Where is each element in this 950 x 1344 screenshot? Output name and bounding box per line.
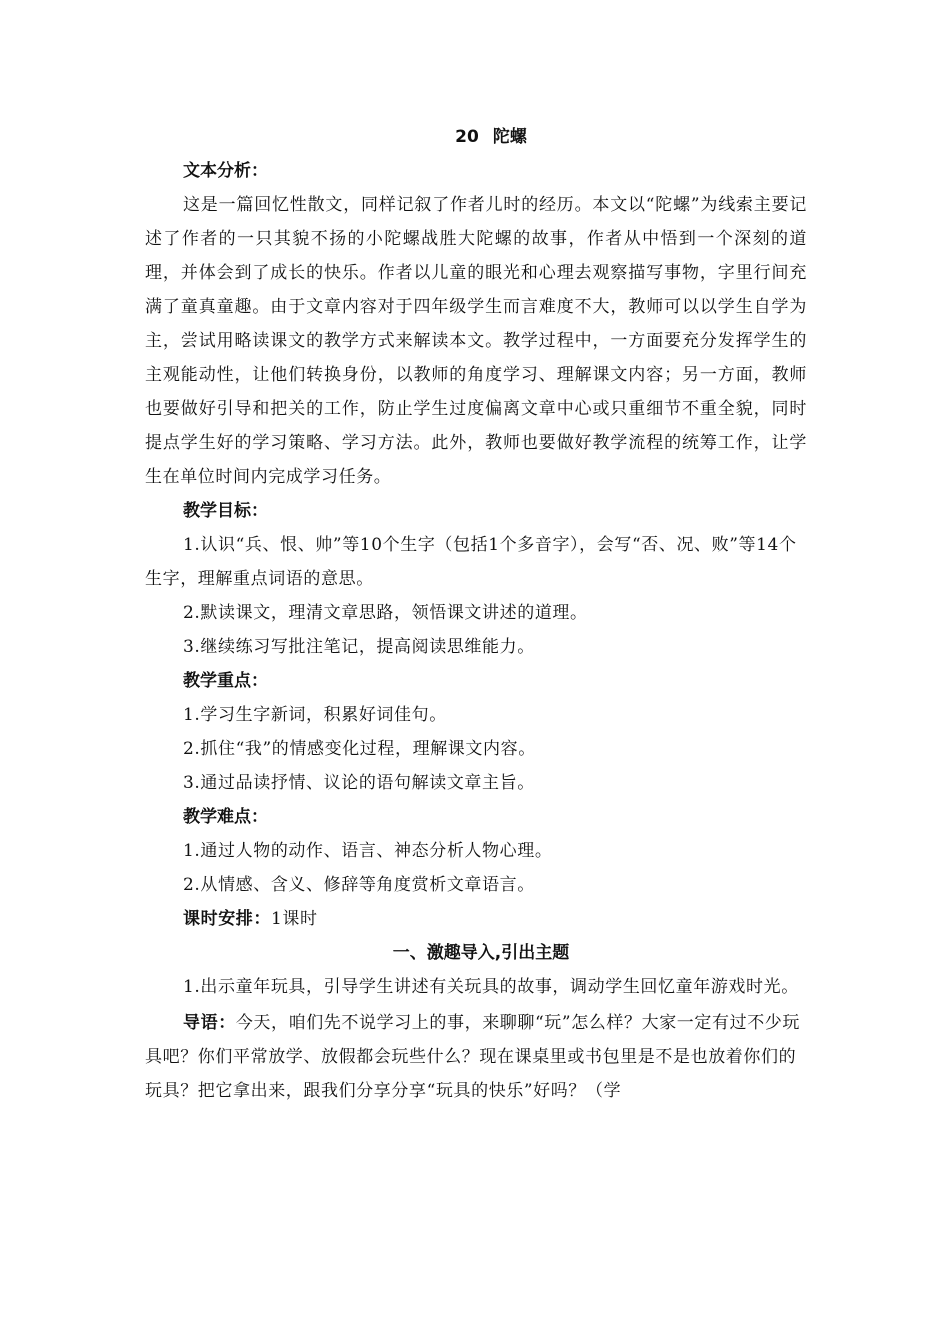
teaching-goals-heading: 教学目标：	[183, 501, 268, 521]
schedule-label: 课时安排：	[183, 909, 271, 929]
teaching-goal-item: 2.默读课文，理清文章思路，领悟课文讲述的道理。	[183, 603, 588, 623]
key-point-item: 3.通过品读抒情、议论的语句解读文章主旨。	[183, 773, 535, 793]
difficulty-item: 1.通过人物的动作、语言、神态分析人物心理。	[183, 841, 553, 861]
lesson-number: 20	[455, 127, 479, 147]
lesson-title	[175, 120, 807, 154]
teaching-goal-item: 3.继续练习写批注笔记，提高阅读思维能力。	[183, 637, 535, 657]
text-analysis-body: 这是一篇回忆性散文，同样记叙了作者儿时的经历。本文以“陀螺”为线索主要记述了作者的一只其貌不扬的小陀螺战胜大陀螺的故事，作者从中悟到一个深刻的道理，并体会到了成长的快乐。作者以儿童的眼光和心理去观察描写事物，字里行间充满了童真童趣。由于文章内容对于四年级学生而言难度不大，教师可以以学生自学为主，尝试用略读课文的教学方式来解读本文。教学过程中，一方面要充分发挥学生的主观能动性，让他们转换身份，以教师的角度学习、理解课文内容；另一方面，教师也要做好引导和把关的工作，防止学生过度偏离文章中心或只重细节不重全貌，同时提点学生好的学习策略、学习方法。此外，教师也要做好教学流程的统筹工作，让学生在单位时间内完成学习任务。	[145, 195, 807, 487]
lead-in-label: 导语：	[183, 1013, 236, 1033]
key-point-item: 1.学习生字新词，积累好词佳句。	[183, 705, 447, 725]
section-one-step: 1.出示童年玩具，引导学生讲述有关玩具的故事，调动学生回忆童年游戏时光。	[183, 977, 799, 997]
section-one-title: 一、激趣导入,引出主题	[392, 943, 570, 963]
document-page	[145, 120, 807, 1108]
difficulties-heading: 教学难点：	[183, 807, 268, 827]
difficulty-item: 2.从情感、含义、修辞等角度赏析文章语言。	[183, 875, 535, 895]
key-points-heading: 教学重点：	[183, 671, 268, 691]
key-point-item: 2.抓住“我”的情感变化过程，理解课文内容。	[183, 739, 536, 759]
teaching-goal-item: 1.认识“兵、恨、帅”等10个生字（包括1个多音字），会写“否、况、败”等14个生字，理解重点词语的意思。	[145, 535, 797, 589]
lead-in-text: 今天，咱们先不说学习上的事，来聊聊“玩”怎么样？大家一定有过不少玩具吧？你们平常放学、放假都会玩些什么？现在课桌里或书包里是不是也放着你们的玩具？把它拿出来，跟我们分享分享“玩具的快乐”好吗？（学	[145, 1013, 800, 1101]
text-analysis-heading: 文本分析：	[183, 161, 268, 181]
schedule-value: 1课时	[271, 909, 318, 929]
lead-in-paragraph	[145, 1006, 807, 1108]
schedule-line	[145, 902, 807, 936]
lesson-name: 陀螺	[492, 127, 527, 147]
